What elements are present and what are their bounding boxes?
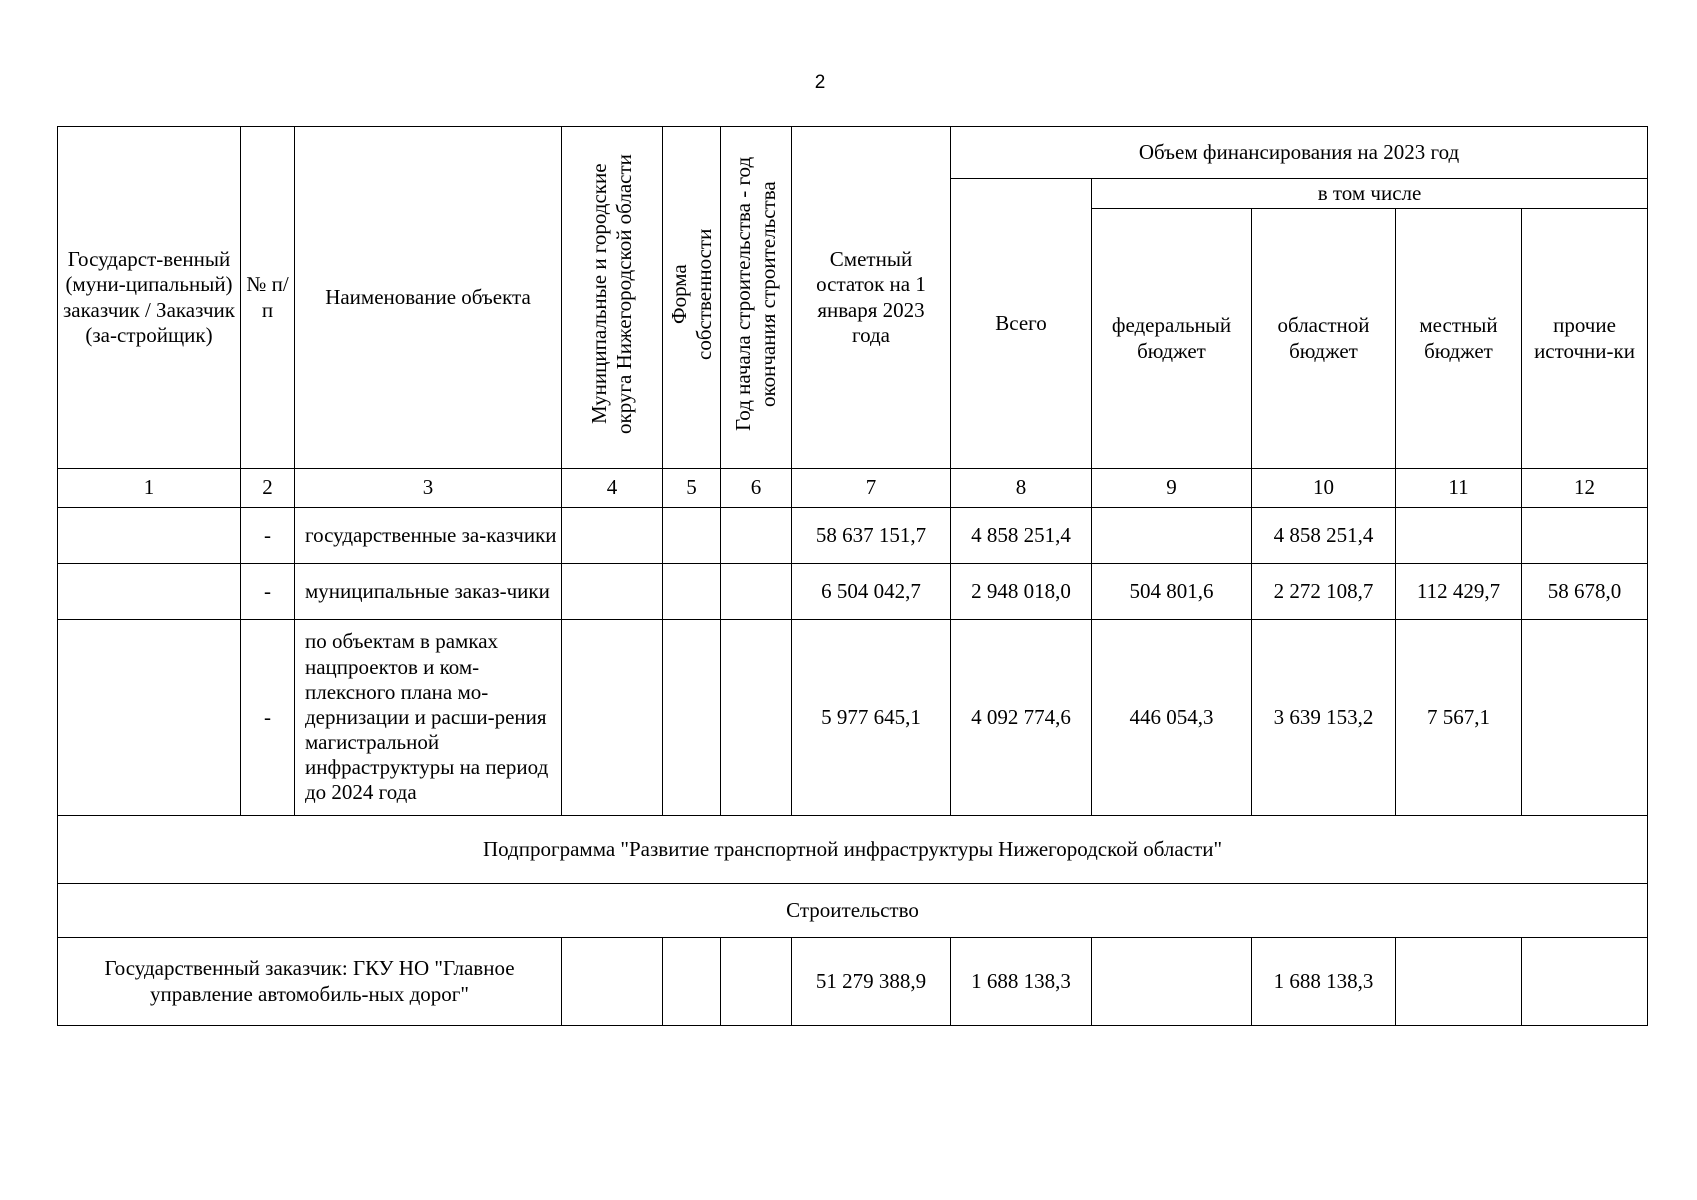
cell-ownership bbox=[663, 564, 721, 620]
header-other-sources: прочие источни-ки bbox=[1522, 209, 1648, 469]
header-estimate-balance: Сметный остаток на 1 января 2023 года bbox=[792, 127, 951, 469]
column-number: 5 bbox=[663, 469, 721, 508]
cell-total: 4 858 251,4 bbox=[951, 508, 1092, 564]
cell-years bbox=[721, 564, 792, 620]
cell-number: - bbox=[241, 620, 295, 816]
cell-object-name: муниципальные заказ-чики bbox=[295, 564, 562, 620]
financing-table bbox=[57, 126, 1648, 1026]
cell-federal bbox=[1092, 938, 1252, 1026]
column-number: 10 bbox=[1252, 469, 1396, 508]
header-municipality-text: Муниципальные и городские округа Нижегородской области bbox=[586, 154, 636, 435]
customer-row bbox=[58, 938, 1648, 1026]
header-row bbox=[58, 127, 1648, 179]
column-number: 9 bbox=[1092, 469, 1252, 508]
table-row bbox=[58, 564, 1648, 620]
header-number: № п/п bbox=[241, 127, 295, 469]
header-local-budget: местный бюджет bbox=[1396, 209, 1522, 469]
cell-regional: 2 272 108,7 bbox=[1252, 564, 1396, 620]
subprogram-row bbox=[58, 816, 1648, 884]
subprogram-title: Подпрограмма "Развитие транспортной инфраструктуры Нижегородской области" bbox=[58, 816, 1648, 884]
cell-regional: 3 639 153,2 bbox=[1252, 620, 1396, 816]
cell-local: 7 567,1 bbox=[1396, 620, 1522, 816]
column-number: 3 bbox=[295, 469, 562, 508]
header-municipality bbox=[562, 127, 663, 469]
cell-other bbox=[1522, 620, 1648, 816]
cell-estimate-balance: 5 977 645,1 bbox=[792, 620, 951, 816]
header-years-text: Год начала строительства - год окончания строительства bbox=[730, 157, 780, 432]
cell-object-name: государственные за-казчики bbox=[295, 508, 562, 564]
column-number: 11 bbox=[1396, 469, 1522, 508]
cell-estimate-balance: 6 504 042,7 bbox=[792, 564, 951, 620]
cell-object-name: по объектам в рамках нацпроектов и ком-плексного плана мо-дернизации и расши-рения магистральной инфраструктуры на период до 2024 года bbox=[295, 620, 562, 816]
cell-municipality bbox=[562, 564, 663, 620]
customer-label: Государственный заказчик: ГКУ НО "Главное управление автомобиль-ных дорог" bbox=[58, 938, 562, 1026]
column-number: 2 bbox=[241, 469, 295, 508]
column-number: 12 bbox=[1522, 469, 1648, 508]
header-customer: Государст-венный (муни-ципальный) заказчик / Заказчик (за-стройщик) bbox=[58, 127, 241, 469]
header-federal-budget: федеральный бюджет bbox=[1092, 209, 1252, 469]
cell-municipality bbox=[562, 938, 663, 1026]
cell-total: 4 092 774,6 bbox=[951, 620, 1092, 816]
cell-customer bbox=[58, 620, 241, 816]
column-number-row bbox=[58, 469, 1648, 508]
cell-other bbox=[1522, 938, 1648, 1026]
column-number: 1 bbox=[58, 469, 241, 508]
cell-customer bbox=[58, 508, 241, 564]
header-including: в том числе bbox=[1092, 179, 1648, 209]
cell-regional: 4 858 251,4 bbox=[1252, 508, 1396, 564]
cell-local: 112 429,7 bbox=[1396, 564, 1522, 620]
column-number: 7 bbox=[792, 469, 951, 508]
header-object-name: Наименование объекта bbox=[295, 127, 562, 469]
cell-local bbox=[1396, 938, 1522, 1026]
column-number: 4 bbox=[562, 469, 663, 508]
cell-federal: 446 054,3 bbox=[1092, 620, 1252, 816]
cell-number: - bbox=[241, 508, 295, 564]
table-row bbox=[58, 508, 1648, 564]
cell-municipality bbox=[562, 620, 663, 816]
column-number: 6 bbox=[721, 469, 792, 508]
column-number: 8 bbox=[951, 469, 1092, 508]
cell-other bbox=[1522, 508, 1648, 564]
cell-number: - bbox=[241, 564, 295, 620]
header-regional-budget: областной бюджет bbox=[1252, 209, 1396, 469]
table-row bbox=[58, 620, 1648, 816]
cell-local bbox=[1396, 508, 1522, 564]
cell-ownership bbox=[663, 938, 721, 1026]
cell-estimate-balance: 58 637 151,7 bbox=[792, 508, 951, 564]
cell-customer bbox=[58, 564, 241, 620]
cell-years bbox=[721, 620, 792, 816]
cell-municipality bbox=[562, 508, 663, 564]
header-funding: Объем финансирования на 2023 год bbox=[951, 127, 1648, 179]
header-total: Всего bbox=[951, 179, 1092, 469]
header-ownership bbox=[663, 127, 721, 469]
cell-years bbox=[721, 938, 792, 1026]
header-ownership-text: Форма собственности bbox=[667, 228, 717, 361]
cell-ownership bbox=[663, 508, 721, 564]
cell-federal: 504 801,6 bbox=[1092, 564, 1252, 620]
header-years bbox=[721, 127, 792, 469]
cell-other: 58 678,0 bbox=[1522, 564, 1648, 620]
section-title: Строительство bbox=[58, 884, 1648, 938]
cell-total: 1 688 138,3 bbox=[951, 938, 1092, 1026]
cell-federal bbox=[1092, 508, 1252, 564]
cell-ownership bbox=[663, 620, 721, 816]
cell-estimate-balance: 51 279 388,9 bbox=[792, 938, 951, 1026]
page-number: 2 bbox=[814, 72, 826, 93]
cell-total: 2 948 018,0 bbox=[951, 564, 1092, 620]
cell-regional: 1 688 138,3 bbox=[1252, 938, 1396, 1026]
cell-years bbox=[721, 508, 792, 564]
section-row bbox=[58, 884, 1648, 938]
